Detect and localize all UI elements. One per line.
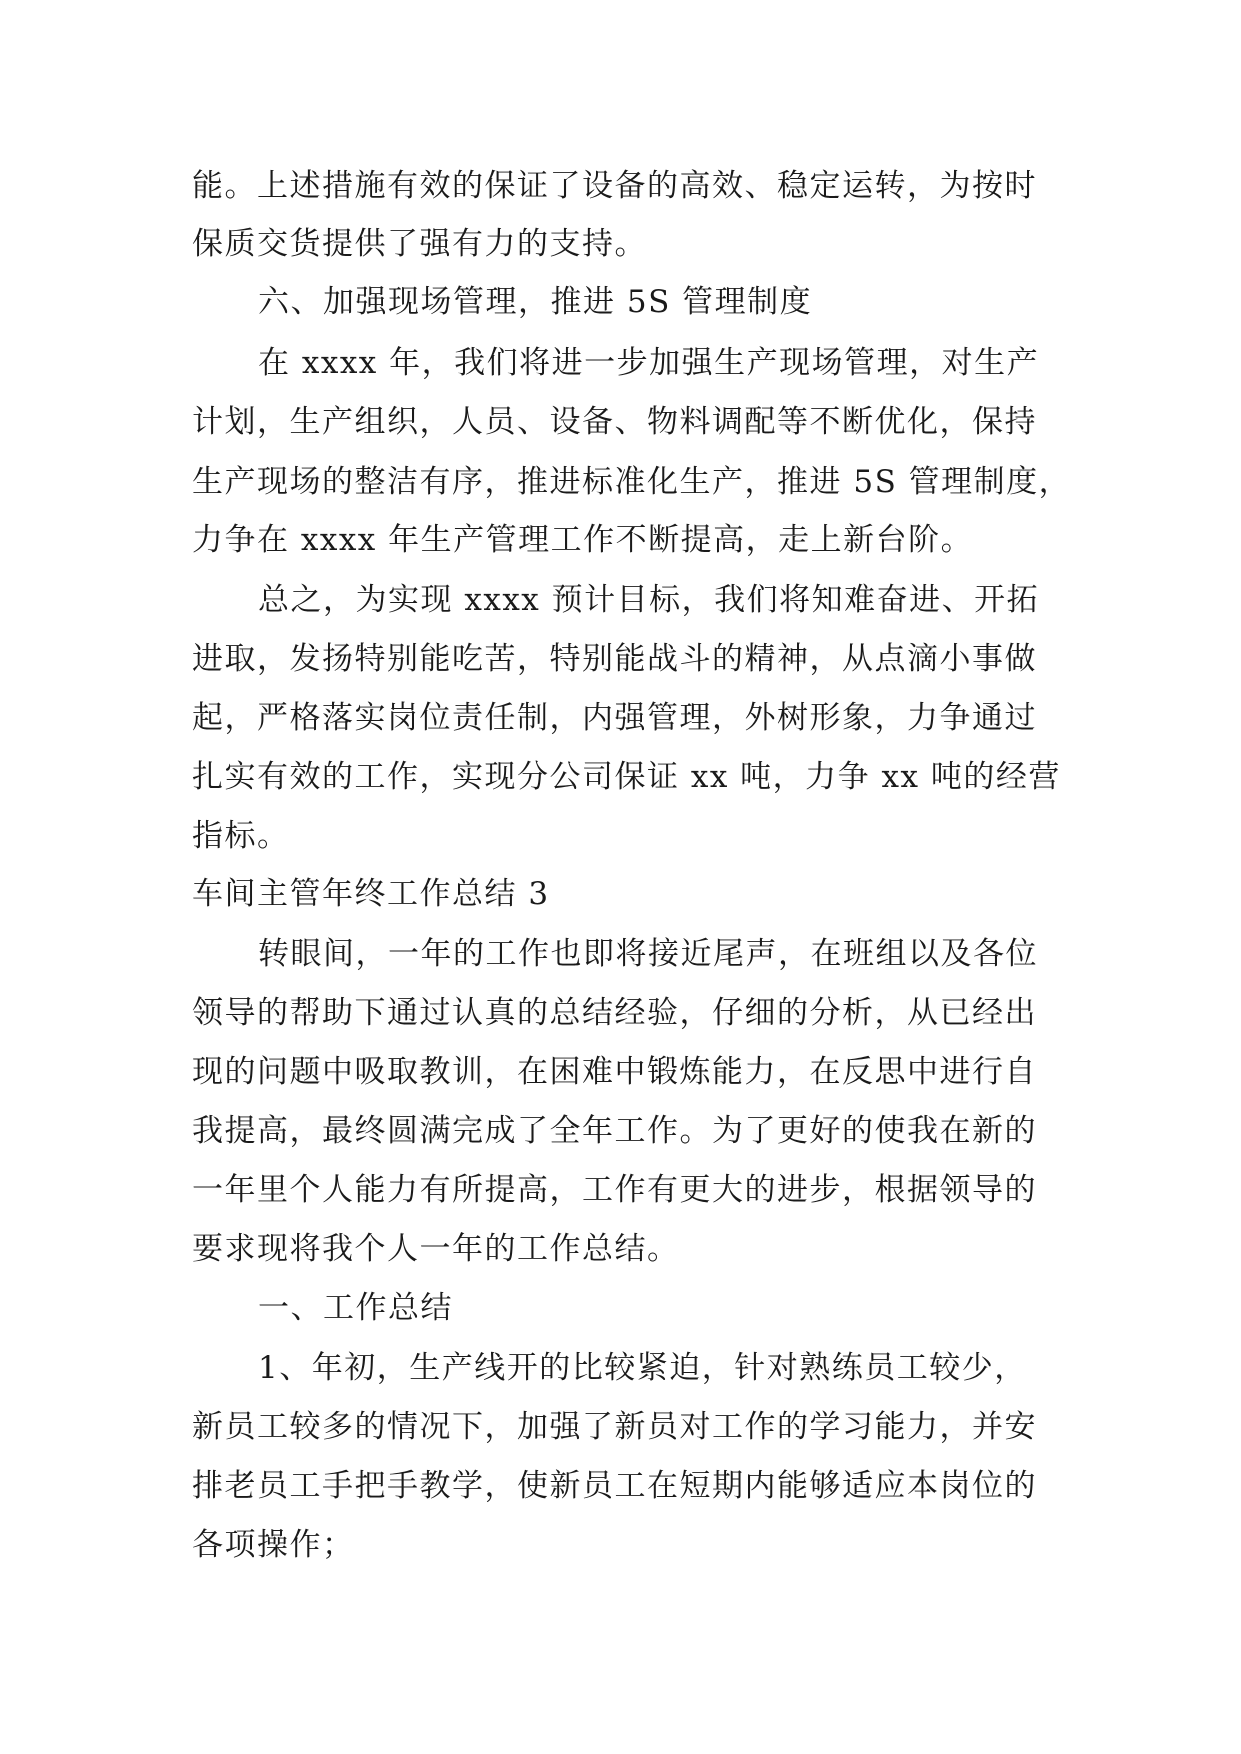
paragraph-line: 排老员工手把手教学，使新员工在短期内能够适应本岗位的 [192,1468,1037,1504]
paragraph-line: 保质交货提供了强有力的支持。 [192,226,647,262]
section-heading: 六、加强现场管理，推进 5S 管理制度 [258,284,813,320]
paragraph-line: 指标。 [192,818,290,854]
paragraph-line: 力争在 xxxx 年生产管理工作不断提高，走上新台阶。 [192,522,974,558]
paragraph-line: 在 xxxx 年，我们将进一步加强生产现场管理，对生产 [258,345,1040,381]
paragraph-line: 起，严格落实岗位责任制，内强管理，外树形象，力争通过 [192,700,1037,736]
paragraph-line: 生产现场的整洁有序，推进标准化生产，推进 5S 管理制度， [192,464,1072,500]
paragraph-line: 进取，发扬特别能吃苦，特别能战斗的精神，从点滴小事做 [192,641,1037,677]
paragraph-line: 计划，生产组织，人员、设备、物料调配等不断优化，保持 [192,404,1037,440]
paragraph-line: 新员工较多的情况下，加强了新员对工作的学习能力，并安 [192,1409,1037,1445]
paragraph-line: 各项操作； [192,1527,355,1563]
paragraph-line: 扎实有效的工作，实现分公司保证 xx 吨，力争 xx 吨的经营 [192,759,1061,795]
paragraph-line: 一年里个人能力有所提高，工作有更大的进步，根据领导的 [192,1172,1037,1208]
paragraph-line: 1、年初，生产线开的比较紧迫，针对熟练员工较少， [258,1350,1027,1386]
paragraph-line: 转眼间，一年的工作也即将接近尾声，在班组以及各位 [258,936,1038,972]
paragraph-line: 领导的帮助下通过认真的总结经验，仔细的分析，从已经出 [192,995,1037,1031]
paragraph-line: 要求现将我个人一年的工作总结。 [192,1231,680,1267]
paragraph-line: 我提高，最终圆满完成了全年工作。为了更好的使我在新的 [192,1113,1037,1149]
section-heading: 一、工作总结 [258,1290,453,1326]
paragraph-line: 现的问题中吸取教训，在困难中锻炼能力，在反思中进行自 [192,1054,1037,1090]
document-title: 车间主管年终工作总结 3 [192,876,550,912]
paragraph-line: 总之，为实现 xxxx 预计目标，我们将知难奋进、开拓 [258,582,1040,618]
paragraph-line: 能。上述措施有效的保证了设备的高效、稳定运转，为按时 [192,168,1037,204]
